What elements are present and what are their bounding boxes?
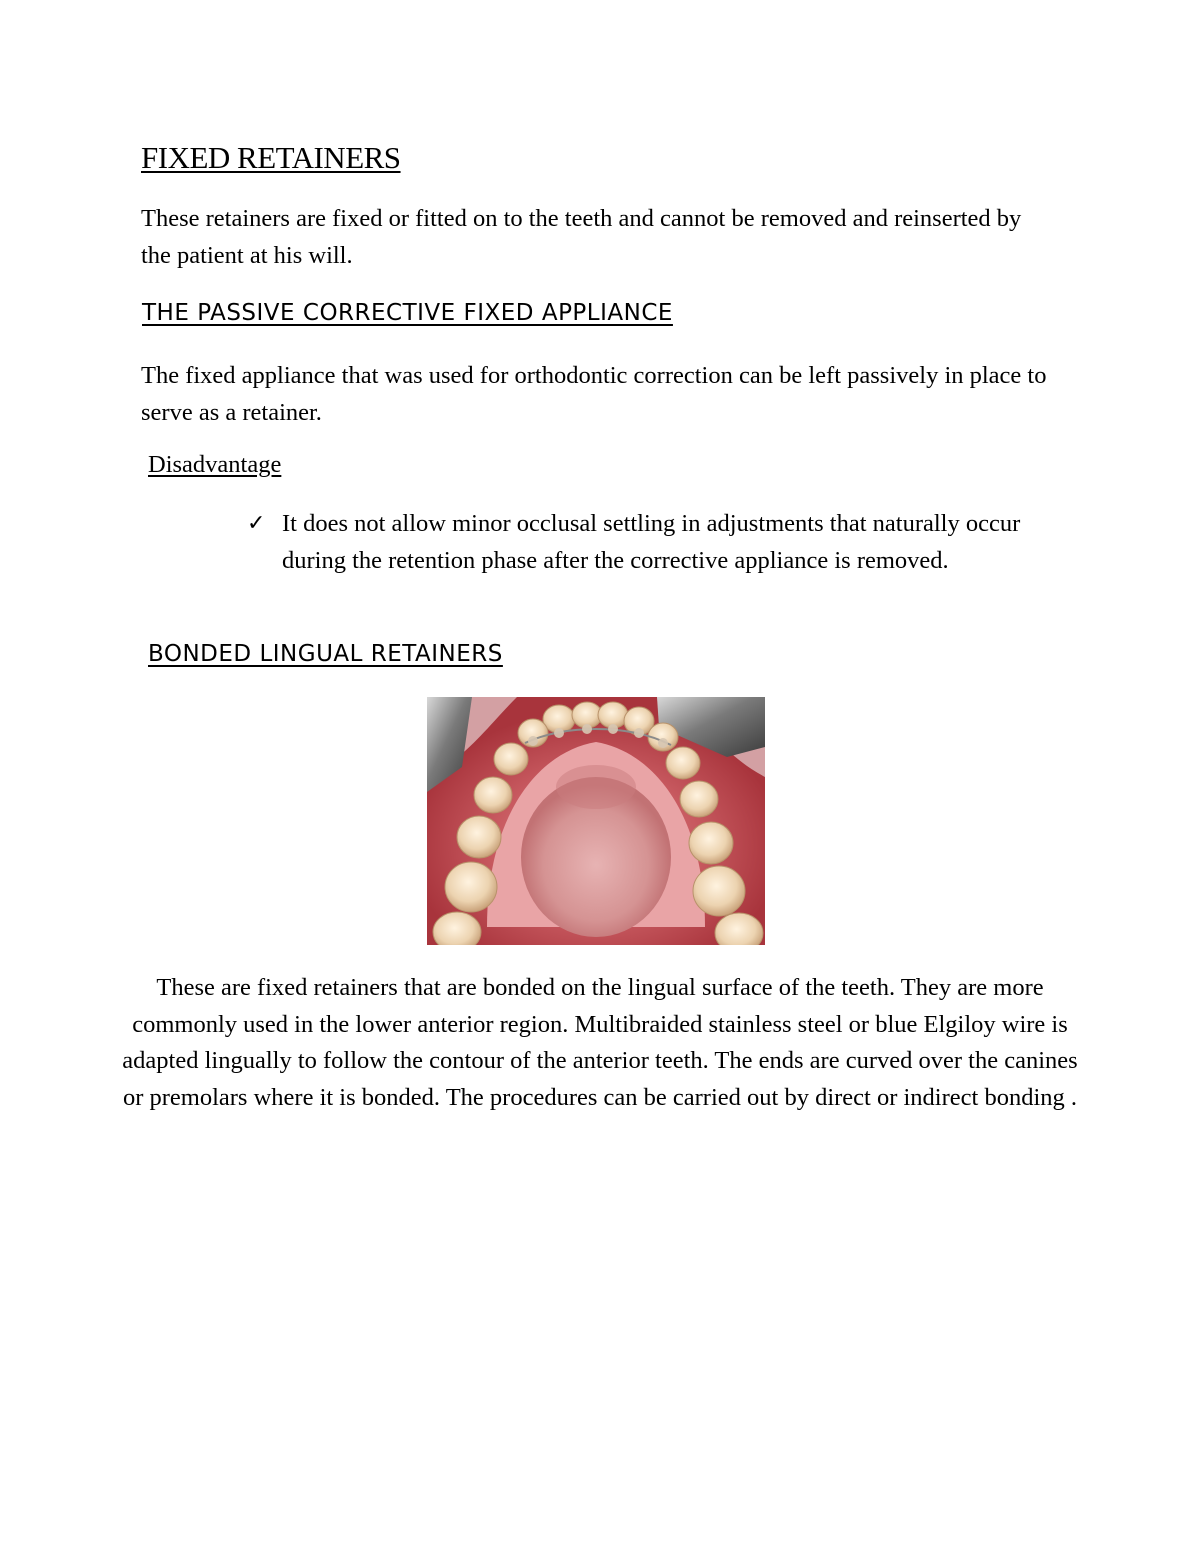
disadvantage-text: It does not allow minor occlusal settling in adjustments that naturally occur during the retention phase after the corrective appliance is removed. [282, 510, 1021, 574]
bonded-retainers-heading: BONDED LINGUAL RETAINERS [148, 641, 503, 667]
passive-appliance-paragraph: The fixed appliance that was used for orthodontic correction can be left passively in place to serve as a retainer. [141, 362, 1047, 426]
disadvantage-heading: Disadvantage [148, 451, 282, 478]
intro-paragraph: These retainers are fixed or fitted on to the teeth and cannot be removed and reinserted by the patient at his will. [141, 205, 1022, 269]
passive-appliance-heading: THE PASSIVE CORRECTIVE FIXED APPLIANCE [142, 300, 673, 326]
check-icon: ✓ [247, 511, 266, 536]
bonded-retainers-paragraph: These are fixed retainers that are bonded on the lingual surface of the teeth. They are more commonly used in the lower anterior region. Multibraided stainless steel or blue Elgiloy wire is adapted lingually to follow the contour of the anterior teeth. The ends are curved over the canines or premolars where it is bonded. The procedures can be carried out by direct or indirect bonding . [122, 974, 1078, 1111]
document-title: FIXED RETAINERS [141, 140, 401, 175]
dental-arch-photo [427, 697, 765, 945]
